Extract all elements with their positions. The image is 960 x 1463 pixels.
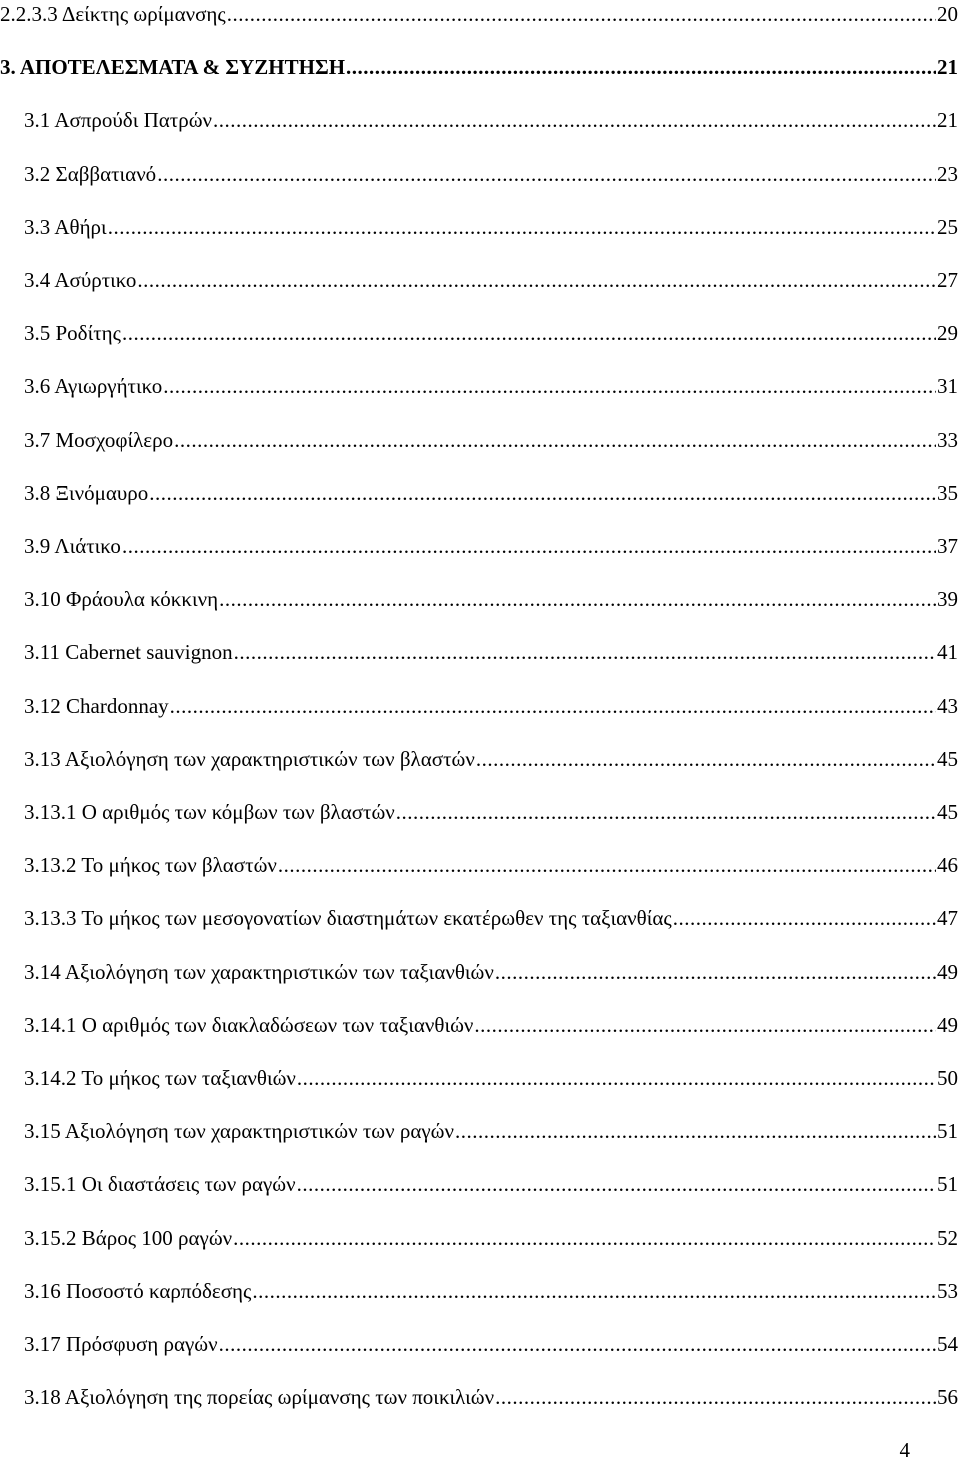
toc-dot-leader xyxy=(122,320,936,346)
toc-entry-title: 3.2 Σαββατιανό xyxy=(24,161,157,186)
toc-entry-title: 3.15.1 Οι διαστάσεις των ραγών xyxy=(24,1172,296,1197)
toc-entry[interactable] xyxy=(24,1118,958,1144)
toc-entry-page: 35 xyxy=(937,480,958,505)
toc-entry-title: 3.14 Αξιολόγηση των χαρακτηριστικών των ταξιανθιών xyxy=(24,959,494,984)
toc-dot-leader xyxy=(474,1012,936,1038)
toc-entry[interactable] xyxy=(24,533,958,559)
toc-entry-title: 3.10 Φράουλα κόκκινη xyxy=(24,587,219,612)
toc-entry[interactable] xyxy=(24,852,958,878)
toc-entry[interactable] xyxy=(24,267,958,293)
toc-entry[interactable] xyxy=(24,1012,958,1038)
toc-dot-leader xyxy=(149,480,936,506)
toc-entry-page: 20 xyxy=(937,2,958,26)
toc-entry-title: 3.1 Ασπρούδι Πατρών xyxy=(24,108,213,133)
toc-entry-page: 51 xyxy=(937,1172,958,1197)
toc-entry-title: 3.8 Ξινόμαυρο xyxy=(24,480,149,505)
toc-entry[interactable] xyxy=(24,586,958,612)
toc-entry-title: 3.12 Chardonnay xyxy=(24,693,169,718)
toc-entry-title: 3.14.2 Το μήκος των ταξιανθιών xyxy=(24,1066,296,1090)
toc-entry[interactable] xyxy=(24,427,958,453)
toc-entry-page: 53 xyxy=(937,1278,958,1303)
toc-entry[interactable] xyxy=(24,1225,958,1251)
toc-entry-title: 3.17 Πρόσφυση ραγών xyxy=(24,1332,218,1356)
toc-entry[interactable] xyxy=(24,107,958,133)
toc-dot-leader xyxy=(297,1065,936,1091)
toc-entry[interactable] xyxy=(24,1065,958,1091)
toc-entry[interactable] xyxy=(24,1278,958,1304)
toc-dot-leader xyxy=(157,161,936,187)
toc-entry-page: 21 xyxy=(937,108,958,133)
toc-entry-title: 3.18 Αξιολόγηση της πορείας ωρίμανσης των ποικιλιών xyxy=(24,1385,495,1410)
toc-dot-leader xyxy=(346,54,936,80)
toc-entry[interactable] xyxy=(24,214,958,240)
toc-dot-leader xyxy=(122,533,936,559)
toc-entry[interactable] xyxy=(0,1,958,27)
toc-dot-leader xyxy=(297,1171,936,1197)
toc-entry-title: 3. ΑΠΟΤΕΛΕΣΜΑΤΑ & ΣΥΖΗΤΗΣΗ xyxy=(0,55,346,80)
toc-entry-page: 23 xyxy=(937,161,958,186)
toc-dot-leader xyxy=(495,959,936,985)
toc-entry-title: 2.2.3.3 Δείκτης ωρίμανσης xyxy=(0,2,226,26)
toc-dot-leader xyxy=(476,746,936,772)
toc-entry-title: 3.4 Ασύρτικο xyxy=(24,268,137,292)
toc-entry-title: 3.15 Αξιολόγηση των χαρακτηριστικών των ραγών xyxy=(24,1119,454,1144)
toc-entry-page: 39 xyxy=(937,587,958,612)
toc-entry[interactable] xyxy=(24,161,958,187)
page-number: 4 xyxy=(899,1438,910,1462)
toc-entry-page: 52 xyxy=(937,1225,958,1250)
toc-dot-leader xyxy=(137,267,936,293)
toc-entry-title: 3.13.3 Το μήκος των μεσογονατίων διαστημάτων εκατέρωθεν της ταξιανθίας xyxy=(24,906,672,931)
toc-dot-leader xyxy=(278,852,936,878)
toc-dot-leader xyxy=(174,427,936,453)
toc-entry[interactable] xyxy=(24,1171,958,1197)
toc-entry-page: 50 xyxy=(937,1066,958,1090)
toc-entry-title: 3.5 Ροδίτης xyxy=(24,321,121,346)
toc-entry-page: 47 xyxy=(937,906,958,931)
toc-dot-leader xyxy=(252,1278,936,1304)
toc-dot-leader xyxy=(108,214,936,240)
toc-entry-page: 29 xyxy=(937,321,958,346)
toc-entry-page: 54 xyxy=(937,1332,958,1356)
toc-entry-page: 51 xyxy=(937,1119,958,1144)
toc-entry[interactable] xyxy=(24,480,958,506)
toc-entry[interactable] xyxy=(24,799,958,825)
toc-entry-page: 56 xyxy=(937,1385,958,1410)
toc-entry-page: 37 xyxy=(937,534,958,558)
toc-dot-leader xyxy=(227,1,936,27)
toc-entry[interactable] xyxy=(24,959,958,985)
toc-entry[interactable] xyxy=(24,639,958,665)
toc-entry-title: 3.14.1 Ο αριθμός των διακλαδώσεων των ταξιανθιών xyxy=(24,1012,474,1037)
toc-entry-title: 3.11 Cabernet sauvignon xyxy=(24,640,233,665)
toc-entry-title: 3.9 Λιάτικο xyxy=(24,534,121,558)
toc-entry-page: 49 xyxy=(937,959,958,984)
toc-entry[interactable] xyxy=(24,373,958,399)
toc-entry[interactable] xyxy=(24,320,958,346)
toc-entry[interactable] xyxy=(24,905,958,931)
toc-dot-leader xyxy=(673,905,936,931)
toc-entry-page: 27 xyxy=(937,268,958,292)
toc-entry[interactable] xyxy=(24,1384,958,1410)
toc-entry-page: 45 xyxy=(937,800,958,824)
toc-entry[interactable] xyxy=(24,1331,958,1357)
toc-dot-leader xyxy=(234,639,936,665)
toc-entry-page: 43 xyxy=(937,693,958,718)
toc-entry-title: 3.16 Ποσοστό καρπόδεσης xyxy=(24,1278,252,1303)
toc-dot-leader xyxy=(219,1331,936,1357)
toc-entry-title: 3.7 Μοσχοφίλερο xyxy=(24,427,174,452)
toc-dot-leader xyxy=(219,586,936,612)
toc-entry-title: 3.13.1 Ο αριθμός των κόμβων των βλαστών xyxy=(24,800,395,824)
toc-entry-page: 45 xyxy=(937,746,958,771)
toc-dot-leader xyxy=(495,1384,936,1410)
toc-entry-title: 3.13.2 Το μήκος των βλαστών xyxy=(24,853,277,878)
toc-entry-page: 49 xyxy=(937,1012,958,1037)
toc-entry-page: 33 xyxy=(937,427,958,452)
toc-entry-page: 31 xyxy=(937,374,958,399)
toc-entry-page: 46 xyxy=(937,853,958,878)
toc-entry[interactable] xyxy=(0,54,958,80)
toc-entry-page: 41 xyxy=(937,640,958,665)
toc-entry[interactable] xyxy=(24,693,958,719)
toc-entry[interactable] xyxy=(24,746,958,772)
toc-dot-leader xyxy=(233,1225,936,1251)
toc-dot-leader xyxy=(455,1118,936,1144)
toc-entry-title: 3.3 Αθήρι xyxy=(24,214,107,239)
toc-dot-leader xyxy=(163,373,936,399)
toc-entry-title: 3.6 Αγιωργήτικο xyxy=(24,374,163,399)
toc-dot-leader xyxy=(396,799,936,825)
toc-entry-title: 3.13 Αξιολόγηση των χαρακτηριστικών των βλαστών xyxy=(24,746,475,771)
toc-dot-leader xyxy=(170,693,936,719)
toc-entry-title: 3.15.2 Βάρος 100 ραγών xyxy=(24,1225,233,1250)
toc-dot-leader xyxy=(213,107,936,133)
toc-entry-page: 25 xyxy=(937,214,958,239)
toc-entry-page: 21 xyxy=(937,55,958,80)
